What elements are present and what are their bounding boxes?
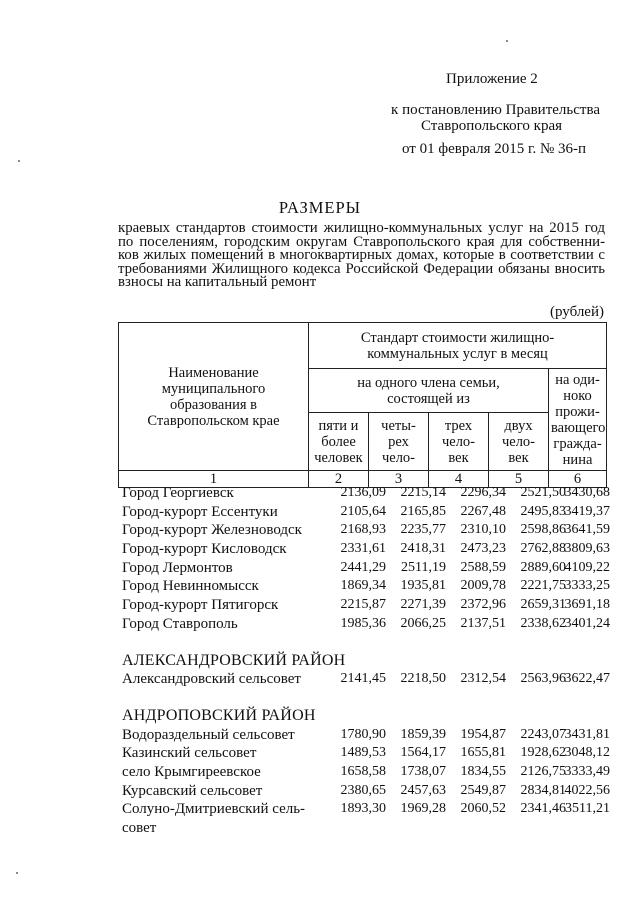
municipality-name: Город-курорт Пятигорск (122, 597, 279, 614)
header-per-member (309, 369, 549, 413)
value-cell-col6: 3333,49 (564, 763, 610, 779)
header-col3-text: четы- рех чело- (381, 417, 416, 466)
value-cell-col6: 4022,56 (564, 782, 610, 798)
municipality-name: Курсавский сельсовет (122, 782, 263, 799)
table-row (118, 782, 608, 801)
value-cell-col4: 2137,51 (460, 615, 506, 631)
header-standard (309, 323, 607, 369)
table-row (118, 540, 608, 559)
value-cell-col3: 2271,39 (400, 597, 446, 613)
table-row (118, 726, 608, 745)
table-row (118, 577, 608, 596)
value-cell-col4: 2473,23 (460, 541, 506, 557)
value-cell-col4: 2549,87 (460, 782, 506, 798)
description-line: по поселениям, городским округам Ставропольского края для собственни- (118, 233, 605, 250)
value-cell-col2: 2331,61 (340, 541, 386, 557)
value-cell-col5: 2834,81 (520, 782, 566, 798)
table-row (118, 744, 608, 763)
column-number: 1 (119, 471, 309, 488)
value-cell-col6: 3641,59 (564, 522, 610, 538)
value-cell-col2: 2441,29 (340, 559, 386, 575)
municipality-name: совет (122, 820, 157, 836)
district-heading-row (118, 707, 608, 726)
district-name: АЛЕКСАНДРОВСКИЙ РАЙОН (122, 651, 346, 669)
page-title: РАЗМЕРЫ (278, 198, 362, 217)
table-body (118, 484, 608, 838)
value-cell-col3: 2457,63 (400, 782, 446, 798)
district-heading-row (118, 652, 608, 671)
district-name: АНДРОПОВСКИЙ РАЙОН (122, 706, 316, 724)
value-cell-col4: 2312,54 (460, 671, 506, 687)
row-spacer (118, 634, 608, 652)
municipality-name: Город Невинномысск (122, 578, 259, 595)
value-cell-col3: 2511,19 (401, 559, 446, 575)
value-cell-col6: 3048,12 (564, 745, 610, 761)
header-col4-text: трех чело- век (441, 417, 476, 466)
municipality-name: Город-курорт Ессентуки (122, 503, 278, 520)
description-line: взносы на капитальный ремонт (118, 274, 317, 291)
resolution-date: от 01 февраля 2015 г. № 36-п (402, 141, 587, 157)
value-cell-col4: 1954,87 (460, 726, 506, 742)
value-cell-col6: 3431,81 (564, 726, 610, 742)
value-cell-col5: 2598,86 (520, 522, 566, 538)
scan-speck (506, 40, 508, 42)
municipality-name: Александровский сельсовет (122, 671, 301, 688)
table-row (118, 763, 608, 782)
value-cell-col4: 1834,55 (460, 763, 506, 779)
value-cell-col6: 3401,24 (564, 615, 610, 631)
resolution-reference (300, 102, 600, 134)
value-cell-col3: 2165,85 (400, 503, 446, 519)
value-cell-col3: 2066,25 (400, 615, 446, 631)
description-line: краевых стандартов стоимости жилищно-коммунальных услуг на 2015 год (118, 220, 605, 236)
value-cell-col2: 2380,65 (340, 782, 386, 798)
header-municipality (119, 323, 309, 471)
table-row (118, 484, 608, 503)
value-cell-col6: 3333,25 (564, 578, 610, 594)
value-cell-col5: 2762,88 (520, 541, 566, 557)
value-cell-col3: 1935,81 (400, 578, 446, 594)
value-cell-col2: 1869,34 (340, 578, 386, 594)
header-col3 (369, 413, 429, 471)
value-cell-col5: 2889,60 (520, 559, 566, 575)
value-cell-col2: 1780,90 (340, 726, 386, 742)
value-cell-col5: 2495,83 (520, 503, 566, 519)
header-col2-text: пяти и более человек (314, 417, 363, 466)
table-row (118, 503, 608, 522)
value-cell-col2: 2141,45 (340, 671, 386, 687)
table-row (118, 819, 608, 838)
municipality-name: Город-курорт Кисловодск (122, 541, 287, 558)
municipality-name: Город-курорт Железноводск (122, 522, 302, 539)
resolution-line: Ставропольского края (421, 118, 562, 134)
value-cell-col4: 2372,96 (460, 597, 506, 613)
scan-speck (18, 160, 20, 162)
value-cell-col3: 1969,28 (400, 801, 446, 817)
value-cell-col6: 3691,18 (564, 597, 610, 613)
description-line: ков жилых помещений в многоквартирных домах, которые в соответствии с (118, 247, 605, 264)
appendix-label: Приложение 2 (446, 71, 538, 87)
value-cell-col2: 1985,36 (340, 615, 386, 631)
value-cell-col6: 4109,22 (564, 559, 610, 575)
value-cell-col4: 2588,59 (460, 559, 506, 575)
value-cell-col4: 2060,52 (460, 801, 506, 817)
table-row (118, 800, 608, 819)
header-col4 (429, 413, 489, 471)
value-cell-col4: 2267,48 (460, 503, 506, 519)
scan-speck (16, 872, 18, 874)
value-cell-col6: 3511,21 (565, 801, 610, 817)
header-municipality-text: Наименование муниципального образования в Ставропольском крае (147, 364, 280, 429)
table-row (118, 670, 608, 689)
value-cell-col2: 1658,58 (340, 763, 386, 779)
value-cell-col5: 2659,31 (520, 597, 566, 613)
column-number: 2 (309, 471, 369, 488)
municipality-name: Город Ставрополь (122, 615, 238, 632)
table-row (118, 615, 608, 634)
header-standard-text: Стандарт стоимости жилищно-коммунальных услуг в месяц (360, 329, 555, 362)
value-cell-col4: 2310,10 (460, 522, 506, 538)
row-spacer (118, 689, 608, 707)
value-cell-col2: 1893,30 (340, 801, 386, 817)
value-cell-col6: 3430,68 (564, 485, 610, 500)
value-cell-col5: 2243,07 (520, 726, 566, 742)
value-cell-col6: 3419,37 (564, 503, 610, 519)
value-cell-col3: 2235,77 (400, 522, 446, 538)
value-cell-col4: 2009,78 (460, 578, 506, 594)
table-row (118, 596, 608, 615)
value-cell-col4: 1655,81 (460, 745, 506, 761)
resolution-line: к постановлению Правительства (391, 102, 600, 118)
value-cell-col6: 3622,47 (564, 671, 610, 687)
column-number: 6 (549, 471, 607, 488)
value-cell-col5: 2563,96 (520, 671, 566, 687)
value-cell-col2: 2136,09 (340, 485, 386, 500)
table-row (118, 521, 608, 540)
column-number: 3 (369, 471, 429, 488)
municipality-name: Водораздельный сельсовет (122, 726, 295, 743)
municipality-name: село Крымгиреевское (122, 763, 261, 780)
value-cell-col6: 3809,63 (564, 541, 610, 557)
table-header (118, 322, 607, 488)
header-col5-text: двух чело- век (501, 417, 536, 466)
value-cell-col5: 2341,46 (520, 801, 566, 817)
value-cell-col5: 2521,50 (520, 485, 566, 500)
value-cell-col2: 2168,93 (340, 522, 386, 538)
value-cell-col2: 2105,64 (340, 503, 386, 519)
description-line: требованиями Жилищного кодекса Российской Федерации обязаны вносить (118, 260, 605, 277)
value-cell-col3: 1564,17 (400, 745, 446, 761)
value-cell-col3: 1738,07 (400, 763, 446, 779)
description (118, 222, 605, 290)
unit-label: (рублей) (549, 304, 604, 320)
header-col2 (309, 413, 369, 471)
value-cell-col5: 2221,75 (520, 578, 566, 594)
value-cell-col3: 2218,50 (400, 671, 446, 687)
value-cell-col3: 2418,31 (400, 541, 446, 557)
value-cell-col3: 2215,14 (400, 485, 446, 500)
header-col5 (489, 413, 549, 471)
municipality-name: Город Георгиевск (122, 485, 234, 501)
value-cell-col5: 2338,62 (520, 615, 566, 631)
value-cell-col3: 1859,39 (400, 726, 446, 742)
value-cell-col4: 2296,34 (460, 485, 506, 500)
value-cell-col5: 1928,62 (520, 745, 566, 761)
value-cell-col2: 2215,87 (340, 597, 386, 613)
municipality-name: Город Лермонтов (122, 559, 233, 576)
header-per-member-text: на одного члена семьи, состоящей из (357, 374, 500, 407)
municipality-name: Солуно-Дмитриевский сель- (122, 801, 306, 818)
column-number: 4 (429, 471, 489, 488)
header-col6 (549, 369, 607, 471)
municipality-name: Казинский сельсовет (122, 745, 257, 762)
header-col6-text: на оди- ноко прожи- вающего гражда- нина (551, 371, 606, 468)
table-row (118, 559, 608, 578)
value-cell-col5: 2126,75 (520, 763, 566, 779)
column-number: 5 (489, 471, 549, 488)
value-cell-col2: 1489,53 (340, 745, 386, 761)
